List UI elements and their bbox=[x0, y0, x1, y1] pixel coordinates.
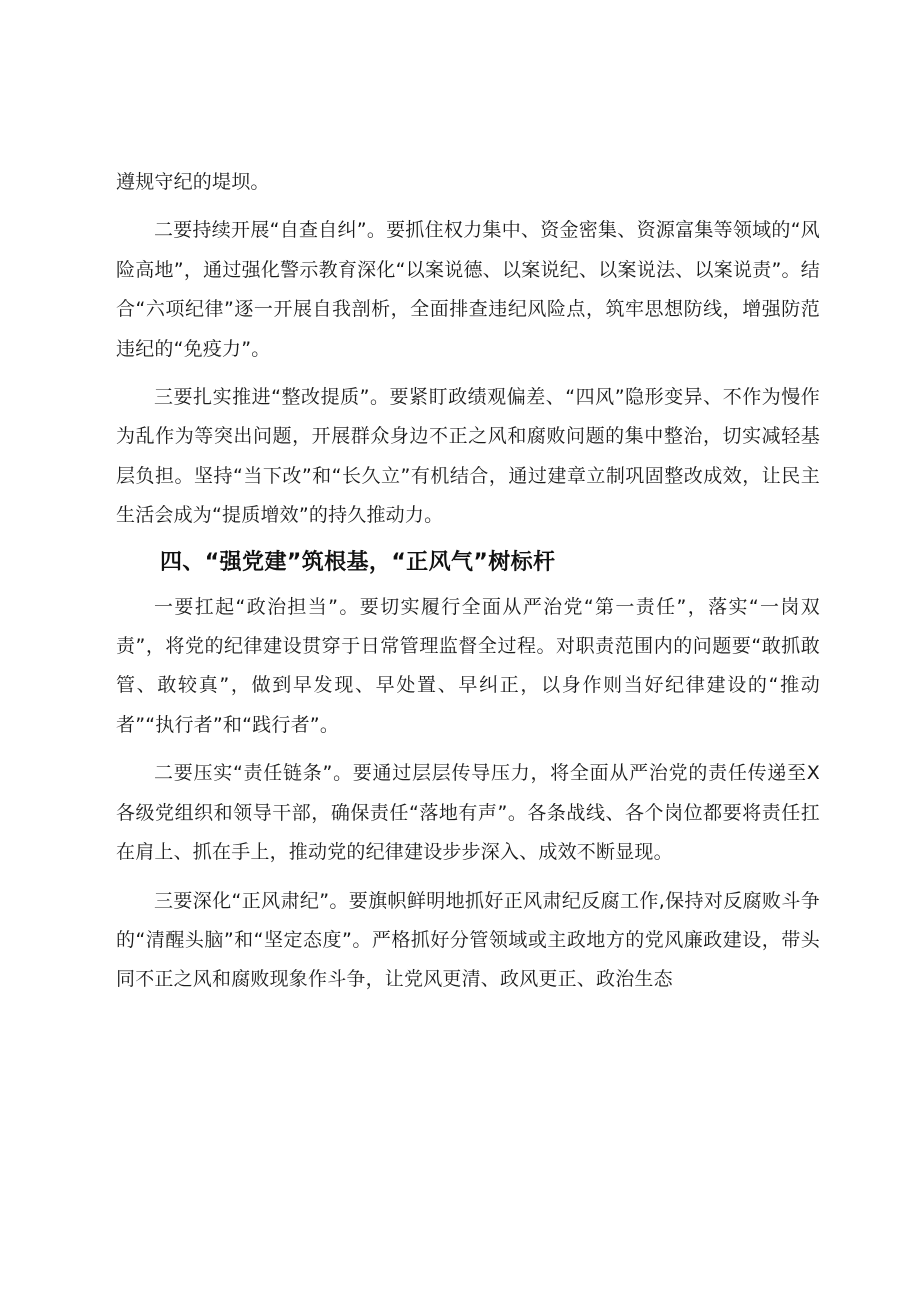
section-heading: 四、“强党建”筑根基，“正风气”树标杆 bbox=[160, 549, 556, 575]
paragraph-continuation: 遵规守纪的堤坝。 bbox=[116, 171, 270, 193]
paragraph-responsibility-chain: 二要压实“责任链条”。要通过层层传导压力，将全面从严治党的责任传递至X各级党组织和领导干部，确保责任“落地有声”。各条战线、各个岗位都要将责任扛在肩上、抓在手上，推动党的纪律建设步步深入、成效不断显现。 bbox=[116, 762, 820, 864]
paragraph-self-inspection: 二要持续开展“自查自纠”。要抓住权力集中、资金密集、资源富集等领域的“风险高地”，通过强化警示教育深化“以案说德、以案说纪、以案说法、以案说责”。结合“六项纪律”逐一开展自我剖析，全面排查违纪风险点，筑牢思想防线，增强防范违纪的“免疫力”。 bbox=[116, 219, 820, 360]
paragraph-rectification: 三要扎实推进“整改提质”。要紧盯政绩观偏差、“四风”隐形变异、不作为慢作为乱作为等突出问题，开展群众身边不正之风和腐败问题的集中整治，切实减轻基层负担。坚持“当下改”和“长久立”有机结合，通过建章立制巩固整改成效，让民主生活会成为“提质增效”的持久推动力。 bbox=[116, 386, 820, 527]
paragraph-political-responsibility: 一要扛起“政治担当”。要切实履行全面从严治党“第一责任”，落实“一岗双责”，将党的纪律建设贯穿于日常管理监督全过程。对职责范围内的问题要“敢抓敢管、敢较真”，做到早发现、早处置、早纠正，以身作则当好纪律建设的“推动者”“执行者”和“践行者”。 bbox=[116, 595, 820, 736]
paragraph-discipline: 三要深化“正风肃纪”。要旗帜鲜明地抓好正风肃纪反腐工作,保持对反腐败斗争的“清醒头脑”和“坚定态度”。严格抓好分管领域或主政地方的党风廉政建设，带头同不正之风和腐败现象作斗争，让党风更清、政风更正、政治生态 bbox=[116, 889, 820, 991]
document-body bbox=[116, 163, 820, 1000]
